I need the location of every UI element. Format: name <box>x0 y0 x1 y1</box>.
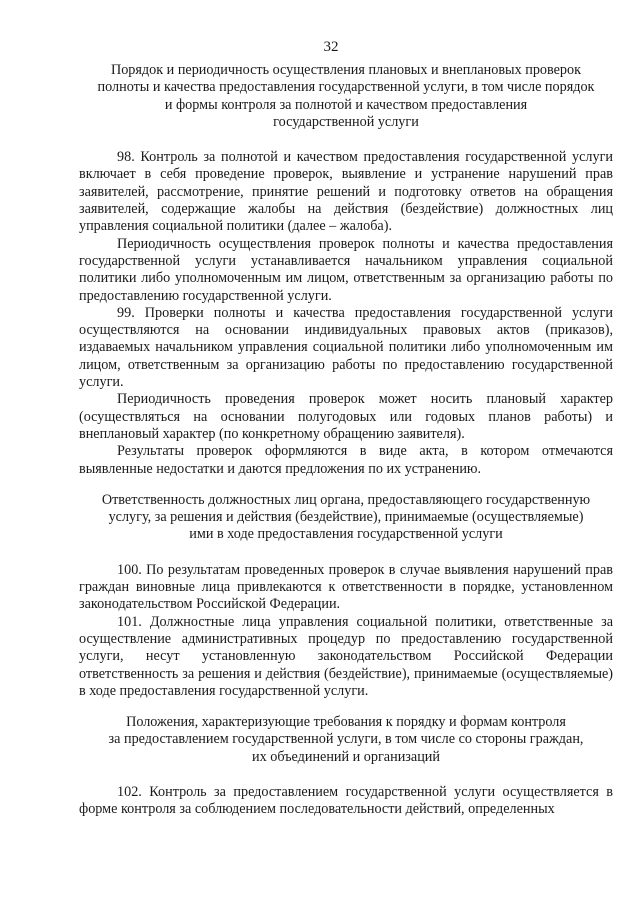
heading-line: Положения, характеризующие требования к порядку и формам контроля <box>126 714 566 731</box>
paragraph-98: 98. Контроль за полнотой и качеством предоставления государственной услуги включает в себя проведение проверок, выявление и устранение нарушений прав заявителей, рассмотрение, принятие решений и подготовку ответов на обращения заявителей, содержащие жалобы на действия (бездействие) должностных лиц управления социальной политики (далее – жалоба). <box>79 149 613 235</box>
heading-line: их объединений и организаций <box>252 748 440 765</box>
heading-line: полноты и качества предоставления государственной услуги, в том числе порядок <box>97 79 595 96</box>
paragraph-inspection-frequency: Периодичность осуществления проверок полноты и качества предоставления государственной услуги устанавливается начальником управления социальной политики либо уполномоченным им лицом, ответственным за организацию работы по предоставлению государственной услуги. <box>79 235 613 304</box>
section-heading-responsibility <box>79 492 613 544</box>
paragraph-101: 101. Должностные лица управления социальной политики, ответственные за осуществление административных процедур по предоставлению государственной услуги, несут установленную законодательством Российской Федерации ответственность за решения и действия (бездействие), принимаемые (осуществляемые) в ходе предоставления государственной услуги. <box>79 613 613 699</box>
paragraph-inspection-character: Периодичность проведения проверок может носить плановый характер (осуществляться на основании полугодовых или годовых планов работы) и внеплановый характер (по конкретному обращению заявителя). <box>79 391 613 442</box>
page-number: 32 <box>323 39 339 55</box>
heading-line: Порядок и периодичность осуществления плановых и внеплановых проверок <box>110 62 582 78</box>
paragraph-inspection-results: Результаты проверок оформляются в виде акта, в котором отмечаются выявленные недостатки и даются предложения по их устранению. <box>79 443 613 477</box>
heading-line: Ответственность должностных лиц органа, предоставляющего государственную <box>101 491 591 508</box>
heading-line: за предоставлением государственной услуги, в том числе со стороны граждан, <box>108 731 584 748</box>
paragraph-102: 102. Контроль за предоставлением государственной услуги осуществляется в форме контроля за соблюдением последовательности действий, определенных <box>79 783 613 818</box>
section-heading-inspections <box>79 62 613 131</box>
heading-line: и формы контроля за полнотой и качеством предоставления <box>164 96 528 113</box>
heading-line: ими в ходе предоставления государственной услуги <box>189 526 503 543</box>
paragraph-100: 100. По результатам проведенных проверок в случае выявления нарушений прав граждан виновные лица привлекаются к ответственности в порядке, установленном законодательством Российской Федерации. <box>79 561 613 613</box>
heading-line: государственной услуги <box>273 113 419 130</box>
document-body <box>79 62 613 819</box>
section-heading-control-requirements <box>79 714 613 766</box>
paragraph-99: 99. Проверки полноты и качества предоставления государственной услуги осуществляются на основании индивидуальных правовых актов (приказов), издаваемых начальником управления социальной политики либо уполномоченным им лицом, ответственным за организацию работы по предоставлению государственной услуги. <box>79 304 613 391</box>
heading-line: услугу, за решения и действия (бездействие), принимаемые (осуществляемые) <box>108 509 584 526</box>
